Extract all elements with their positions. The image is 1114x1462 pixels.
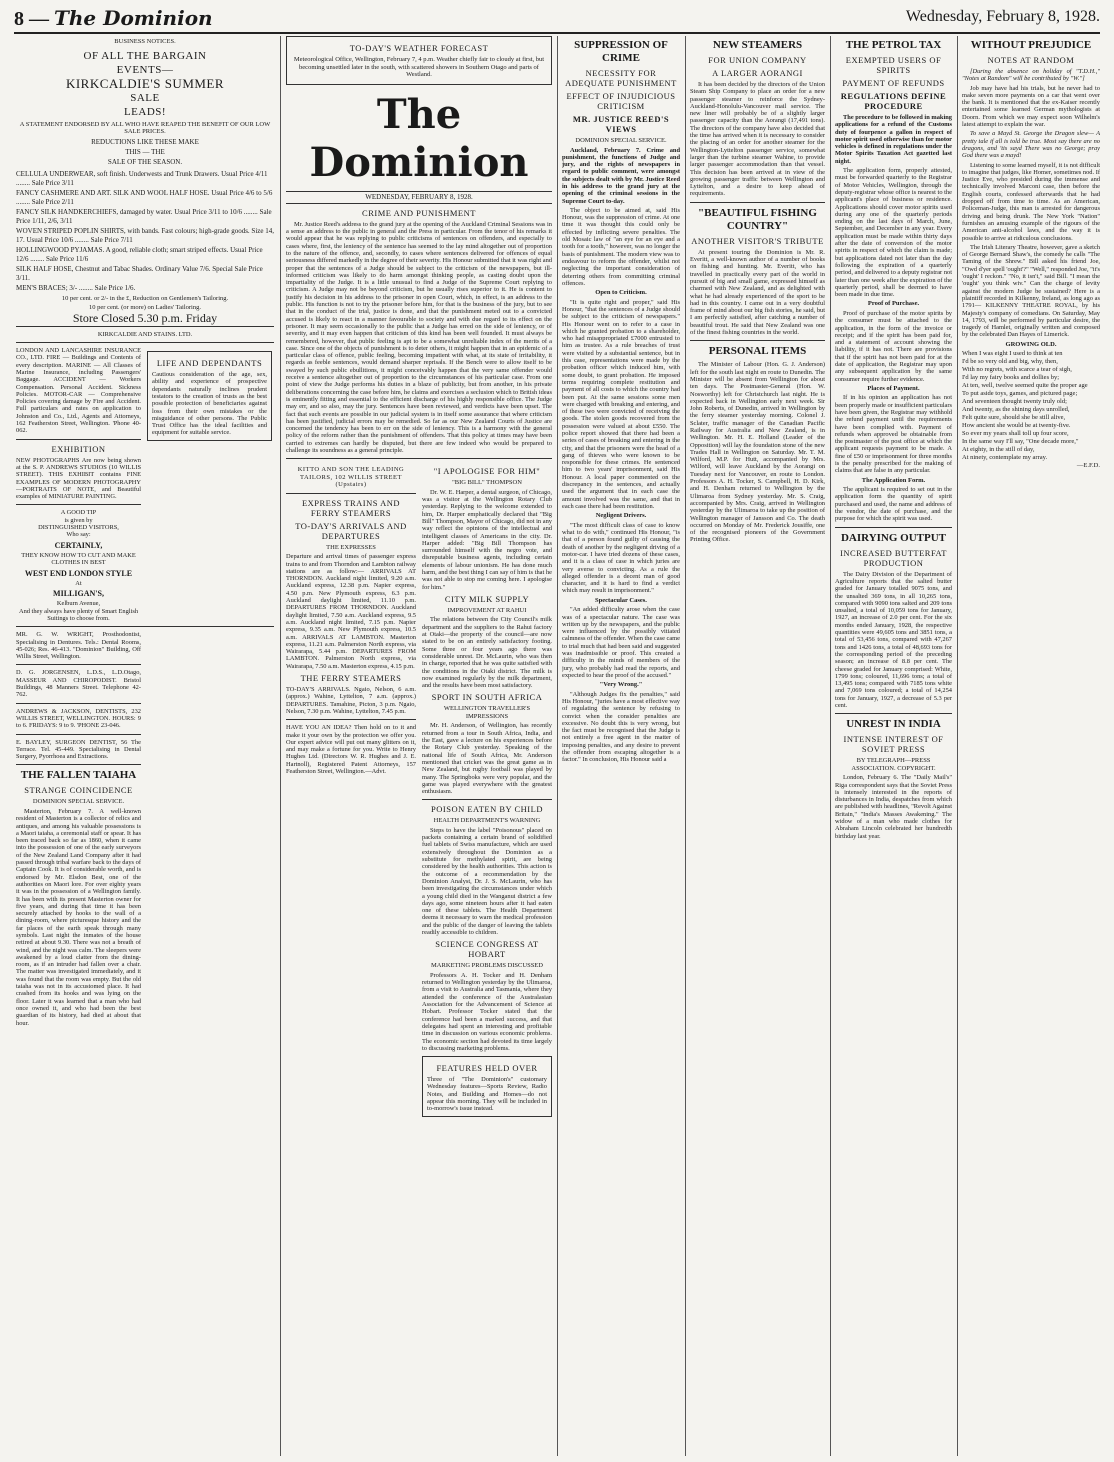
article-body: "It is quite right and proper," said His Honour, "that the sentences of a Judge should be subject to the criticism of newspapers." His Honour went on to refer to a case in which he granted probation to a shareholder, who had misappropriated £7000 entrusted to him as trustee. As a rule breaches of trust were visited by a substantial sentence, but in this case, representations were made by the probation officer which induced him, with some doubt, to grant probation. He imposed terms requiring complete restitution and payment of all costs to which the country had been put. At the same sessions some men were charged with breaking and entering, and of these two were convicted of receiving the goods. The stolen goods recovered from the possession were valued at about £550. The police report showed that there had been a series of cases of breaking and entering in the city, and that the prisoners were the head of a gang of thieves who were known to be responsible for these crimes. He sentenced him to two years' imprisonment, said His Honour. A local paper commented on the discrepancy in the sentences, and actually used the argument that in each case the amount involved was the same, and that in each case there had been restitution. [562, 298, 680, 510]
ad-line: THEY KNOW HOW TO CUT AND MAKE CLOTHES IN BEST [21, 551, 136, 567]
poem [962, 350, 1100, 470]
divider [16, 664, 141, 665]
subhead: Open to Criticism. [595, 289, 647, 297]
poem-line: With no regrets, with scarce a tear of sigh, [962, 366, 1072, 374]
article-body: The object to be aimed at, said His Honour, was the suppression of crime. At one time it was thought this could only be effected by inflicting severe penalties. The old Mosaic law of "an eye for an eye and a tooth for a tooth," however, was no longer the basis of punishment. The modern view was to endeavour to reform the offender, whilst not neglecting the important consideration of deterring others from committing criminal offences. [562, 206, 680, 287]
dentist-ad: MR. G. W. WRIGHT, Prosthodontist, Specialising in Dentures. Tels.: Dental Rooms, 45-026; Res. 46-413. "Dominion" Building, Off Willis Street, Wellington. [16, 631, 141, 661]
column-rule [557, 36, 558, 1456]
india-body: London, February 6. The "Daily Mail's" Riga correspondent says that the Soviet Press is intensely interested in the reports of disturbances in India, despatches from which are published with headlines, "Revolt Against Britain," "India's Masses Awakening." The widow of a man who made clothes for Abraham Lincoln celebrated her hundredth birthday last year. [835, 774, 952, 840]
article-subtitle: NECESSITY FOR ADEQUATE PUNISHMENT [565, 68, 677, 88]
article-body: The applicant is required to set out in the application form the quantity of spirit purchased and used, the name and address of the vendor, the date of purchase, and the purpose for which the spirit was used. [835, 486, 952, 523]
divider [422, 799, 552, 800]
sport-body: Mr. H. Anderson, of Wellington, has recently returned from a tour in South Africa, India, and the East, gave a lecture on his experiences before the Rotary Club yesterday. Speaking of the national life of South Africa, Mr. Anderson mentioned that cricket was the great game as in New Zealand, but rugby football was played by many. The Springboks were very popular, and the game was played everywhere with the greatest enthusiasm. [422, 722, 552, 796]
features-box [422, 1056, 552, 1116]
poem-line: I'd be so very old and big, why, then, [962, 358, 1058, 366]
issue-date: Wednesday, February 8, 1928. [905, 8, 1100, 25]
ad-line: is given by [64, 516, 93, 524]
features-text: Three of "The Dominion's" customary Wednesday features—Sports Review, Radio Notes, and Building and Homes—do not appear this morning. They will be included in to-morrow's issue instead. [427, 1076, 547, 1113]
poem-line: When I was eight I used to think at ten [962, 350, 1063, 358]
article-title: NEW STEAMERS [712, 39, 803, 51]
india-service: BY TELEGRAPH—PRESS ASSOCIATION. COPYRIGHT. [851, 757, 936, 772]
divider [286, 719, 416, 720]
column-new-steamers [690, 36, 825, 1456]
lower-left [286, 463, 416, 1120]
ad-left [16, 347, 141, 622]
india-subtitle: INTENSE INTEREST OF SOVIET PRESS [843, 734, 944, 755]
india-title: UNREST IN INDIA [846, 718, 941, 731]
poem-line: Felt quite sure, should she be still alive, [962, 414, 1066, 422]
store-hours: Store Closed 5.30 p.m. Friday [72, 310, 218, 325]
ad-line: Who say: [66, 531, 91, 539]
poem-title: GROWING OLD. [1005, 340, 1057, 348]
divider [16, 326, 274, 327]
personal-title: PERSONAL ITEMS [708, 345, 807, 358]
article-subtitle: NOTES AT RANDOM [987, 55, 1075, 65]
weather-text: Meteorological Office, Wellington, February 7, 4 p.m. Weather chiefly fair to cloudy at first, but becoming unsettled later in the south, with scattered showers in Southern Otago and parts of Westland. [293, 56, 545, 78]
ad-line: At [75, 579, 82, 587]
apologise-subtitle: "BIG BILL" THOMPSON [452, 479, 522, 487]
ad-line: Kelburn Avenue, [56, 600, 101, 608]
article-body: "Although Judges fix the penalties," said His Honour, "juries have a most effective way of regulating the sentence by refusing to convict when the consider penalties are excessive. No doubt this is very wrong, but the fact must be recognised that the Judge is not entirely a free agent in the matter of imposing penalties, and any desire to prevent the offender from escaping altogether is a factor." In conclusion, His Honour said a [562, 690, 680, 764]
weather-title: TO-DAY'S WEATHER FORECAST [349, 43, 489, 53]
divider [16, 504, 141, 505]
article-subtitle: EFFECT OF INJUDICIOUS CRITICISM [566, 91, 676, 111]
milk-body: The relations between the City Council's milk department and the suppliers to the Rahui factory at Otaki—the property of the council—are now stated to be on an entirely satisfactory footing. Some three or four years ago there was considerable unrest. Dr. McLaurin, who was then in charge, reported that he was quite satisfied with the conditions in the Otaki district. The milk is now examined regularly by the milk department, and the results have been most satisfactory. [422, 616, 552, 690]
ad-reduction: REDUCTIONS LIKE THESE MAKE [91, 137, 199, 146]
article-body: "An added difficulty arose when the case was of a spectacular nature. The case was written up by the newspapers, and the public were influenced by the possibly vitiated calmness of the offender. When the case came to trial much that had been said and suggested was inadmissible or proof. This created a difficulty in the minds of members of the jury, who probably had read the reports, and expected to hear the proof of the accused." [562, 606, 680, 679]
paper-name: The Dominion [309, 90, 529, 186]
divider [16, 703, 141, 704]
poison-subtitle: HEALTH DEPARTMENT'S WARNING [433, 817, 541, 825]
sale-item: CELLULA UNDERWEAR, soft finish. Underwests and Trunk Drawers. Usual Price 4/11 ........ Sale Price 3/11 [16, 169, 268, 187]
sport-title: SPORT IN SOUTH AFRICA [431, 692, 543, 703]
life-text: Cautious consideration of the age, sex, ability and experience of prospective dependants naturally inclines prudent testators to the creation of trusts as the best possible protection of beneficiaries against loss from their own mistakes or the misguidance of other persons. The Public Trust Office has the ideal facilities and equipment for suitable service. [152, 371, 267, 437]
column-suppression-of-crime [562, 36, 680, 1456]
ad-line: OF ALL THE BARGAIN [83, 49, 207, 62]
fishing-body: At present touring the Dominion is Mr. R. Everitt, a well-known author of a number of books on fishing and hunting. Mr. Everitt, who has travelled in practically every part of the world in pursuit of big and small game, expressed himself as charmed with New Zealand, and as delighted with what he had already experienced of the sport to be had in this country. I came out in a very doubtful frame of mind about our big fish stories, he said, but I am perfectly satisfied, after catching a number of beautiful trout. He said that New Zealand was one of the finest fishing countries in the world. [690, 248, 825, 337]
dairy-title: DAIRYING OUTPUT [840, 531, 947, 544]
kitto-ad: KITTO AND SON THE LEADING TAILORS, 102 WILLIS STREET (Upstairs) [297, 466, 405, 489]
article-body: Job may have had his trials, but he never had to make seven more payments on a car that went over the bank. It is mentioned that the ex-Kaiser recently entertained some learned German mythologists at Doorn. From which we may expect soon Wilhelm's latest attempt to explain the war. [962, 84, 1100, 129]
dentist-ad: D. G. JORGENSEN, L.D.S., L.D.Otago, MASSEUR AND CHIROPODIST. Bristol Buildings, 48 Manners Street. Telephone 42-762. [16, 669, 141, 699]
poem-line: At ten, well, twelve seemed quite the proper age [962, 382, 1088, 390]
exhibition-ad: NEW PHOTOGRAPHS Are now being shown at the S. P. ANDREWS STUDIOS (10 WILLIS STREET). THIS EXHIBIT contains FINE EXAMPLES OF MODERN PHOTOGRAPHY—PORTRAITS OF NOTE, and Beautiful examples of MINIATURE PAINTING. [16, 456, 141, 501]
leader-body: Mr. Justice Reed's address to the grand jury at the opening of the Auckland Criminal Sessions was in a sense an address to the public in general and the Press in particular. From the tenor of his remarks it would appear that he was replying to public criticisms of sentences on offenders, and especially to cases where, first, the leniency of the sentence has seemed to the lay mind altogether out of proportion to the nature of the offence, and, secondly, to cases where sentences delivered for offences of equal seriousness differed markedly in the degree of their severity. His Honour submitted that it was right and proper that the sentences of a Judge should be subject to the criticism of the newspapers, but ill-informed criticism was likely to do harm amongst thinking people, as casting doubt upon the impartiality of the Judge. It is a little unusual to find a Judge of the Supreme Court replying to criticism. A Judge may not be beyond criticism, but he usually rises superior to it. He is content to justify his decision in his address to the prisoner in open Court, which, in effect, is an address to the public. His function is not to try the prisoner before him, for that is the business of the jury, but to see that in the conduct of the trial, justice is done, and that the punishment meted out to a convicted accused is likely to react in a manner favourable to society and with due regard to its effect on the prisoner. It may seem occasionally to the public that a Judge has erred on the side of leniency, or of severity, and it may even happen that criticism of this kind has been well founded. It must always be remembered, however, that public feeling is apt to be a somewhat unreliable index of the merits of a case. Since one of the objects of punishment is to deter others, it might happen that in an epidemic of a particular class of offence, public feeling, becoming impatient with what, at its state of irritability, it regards as feeble sentences, would demand sharper reprisals. If the Bench were to allow itself to be swayed by such public ebullitions, it might conceivably happen that the very same offender would receive a sentence altogether out of proportion to the circumstances of his particular case. From one point of view the Judge performs his duties in a blaze of publicity, but from another, in his private deliberations concerning the case before him, he claims and exercises a seclusion which to British ideas is eminently fitting and essential to the efficient discharge of his highly responsible office. The Judge may err, and so also, may the jury. Sentences have been reviewed, and verdicts have been upset. The fact that such events are possible in our judicial system is in itself some assurance that where criticism has been justified, judicial errors may be remedied. So far as our New Zealand Courts of Justice are concerned the tendency has been to err on the side of leniency. This is a harmony with the general policy of the reform rather than the punishment of offenders. That this policy at times may have been carried to extremes can hardly be disputed, but there are few indeed who would be prepared to challenge its soundness as a general principle. [286, 220, 552, 454]
divider [16, 342, 274, 343]
article-title: SUPPRESSION OF CRIME [574, 39, 668, 64]
poem-line: I'd lay my fairy books and dollies by; [962, 374, 1060, 382]
divider [16, 439, 141, 440]
divider [286, 493, 416, 494]
subhead: "Very Wrong." [599, 681, 643, 689]
article-body: The application form, properly attested, must be forwarded quarterly to the Registrar of Motor Vehicles, Wellington, through the deputy-registrar whose office is nearest to the applicant's place of business or residence. Applications should cover motor spirits used during any one of the quarterly periods ending on the last days of March, June, September, and December in any year. Every application must be made within thirty days after the date of conversion of the motor spirits in respect of which the claim is made; but applications dated not later than the day following the expiration of a quarterly period, and delivered to a deputy registrar not later than one week after the expiration of the quarterly period, shall be deemed to have been made in due time. [835, 167, 952, 299]
poem-line: And twenty, as the shining days unrolled, [962, 406, 1070, 414]
divider [835, 713, 952, 714]
article-body: Listening to some learned myself, it is not difficult to imagine that judges, like Homer, sometimes nod. If Justice Eve, who presided during the immense and technically involved Marconi case, then before the English courts, confessed afterwards that he had dropped off from time to time. As an American, Policeman-Judge, this man is arrested for dangerous driving and being drunk. The New York "Nation" furnishes an amusing example of the rigours of the American anti-alcohol laws, and the way it is possible to arrive at ridiculous conclusions. [962, 161, 1100, 242]
lower-articles [286, 463, 552, 1120]
exhibition-title: EXHIBITION [51, 443, 106, 454]
ferry-text: TO-DAY'S ARRIVALS. Ngaio, Nelson, 6 a.m. (approx.) Wahine, Lyttelton, 7 a.m. (approx.) DEPARTURES. Tamahine, Picton, 3 p.m. Ngaio, Nelson, 7.30 p.m. Wahine, Lyttelton, 7.45 p.m. [286, 686, 416, 715]
dairy-subtitle: INCREASED BUTTERFAT PRODUCTION [840, 547, 947, 568]
column-rule [957, 36, 958, 1456]
firm-name: KIRKCALDIE AND STAINS. LTD. [97, 330, 193, 338]
divider [835, 527, 952, 528]
column-petrol-tax [835, 36, 952, 1456]
article-body: If in his opinion an application has not been properly made or insufficient particulars have been given, the Registrar may withhold the refund payment until the requirements have been complied with. Payment of refunds when approved be obtainable from the postmaster of the post office at which the applicant requests payment to be made. A fine of £50 or imprisonment for three months is the penalty prescribed for the making of claims that are false in any particular. [835, 394, 952, 475]
page-number: 8 — The Dominion [14, 6, 213, 30]
kirkcaldie-ad [16, 49, 274, 167]
ad-right [147, 347, 272, 622]
poem-line: So ever my years shall toll up four score, [962, 430, 1069, 438]
science-subtitle: MARKETING PROBLEMS DISCUSSED [431, 962, 543, 970]
article-subtitle: EXEMPTED USERS OF SPIRITS [845, 55, 942, 75]
subhead: Proof of Purchase. [867, 300, 920, 308]
milk-subtitle: IMPROVEMENT AT RAHUI [447, 606, 527, 614]
column-rule [280, 36, 281, 1456]
divider [16, 734, 141, 735]
article-title: WITHOUT PREJUDICE [970, 39, 1092, 51]
fishing-subtitle: ANOTHER VISITOR'S TRIBUTE [691, 235, 824, 246]
masthead [14, 6, 1100, 34]
arrivals-title: TO-DAY'S ARRIVALS AND DEPARTURES [295, 520, 407, 541]
patent-ad: HAVE YOU AN IDEA? Then hold on to it and make it your own by the protection we offer you. Our expert advice will put out many glitters on it, and may make a fortune for you. Write to Henry Hughes Ltd. (Directors W. R. Hughes and J. E. Hartnoll), Registered Patent Attorneys, 157 Featherston Street, Wellington.—Advt. [286, 724, 416, 776]
poem-signature: —E.F.D. [1076, 462, 1100, 470]
poison-title: POISON EATEN BY CHILD [431, 804, 543, 815]
poem-line: To put aside toys, games, and pictured page; [962, 390, 1078, 398]
column-editorial [286, 36, 552, 1456]
ad-line: SALE [130, 91, 160, 104]
divider [690, 202, 825, 203]
ad-line: CERTAINLY, [54, 540, 103, 550]
column-without-prejudice [962, 36, 1100, 1456]
milligans-ad [16, 509, 141, 622]
ferry-title: THE FERRY STEAMERS [300, 673, 402, 684]
ad-line: WEST END LONDON STYLE [24, 568, 133, 578]
article-subtitle: STRANGE COINCIDENCE [24, 785, 133, 796]
article-title: THE PETROL TAX [845, 39, 942, 51]
editorial-date: WEDNESDAY, FEBRUARY 8, 1928. [286, 191, 552, 204]
ad-reduction: SALE OF THE SEASON. [107, 157, 183, 166]
article-summary: The procedure to be followed in making applications for a refund of the Customs duty of fourpence a gallon in respect of motor spirit used otherwise than for motor vehicles is defined in regulations under the Motor Spirits Taxation Act gazetted last night. [835, 114, 952, 165]
life-title: LIFE AND DEPENDANTS [156, 358, 263, 369]
divider [286, 458, 552, 459]
ad-line: And they always have plenty of Smart English Suitings to choose from. [18, 607, 139, 622]
fishing-title: "BEAUTIFUL FISHING COUNTRY" [698, 206, 817, 232]
divider [16, 764, 141, 765]
divider [16, 626, 274, 627]
column-rule [830, 36, 831, 1456]
article-subtitle: MR. JUSTICE REED'S VIEWS [572, 114, 670, 134]
column-business-notices [16, 36, 274, 1456]
discount: 10 per cent. or 2/- in the £, Reduction on Gentlemen's Tailoring. [61, 294, 229, 302]
article-intro: [During the absence on holiday of "T.D.H.," "Notes at Random" will be contributed by "W."] [962, 68, 1100, 83]
article-body: "The most difficult class of case to know what to do with," continued His Honour, "is that of a person found guilty of causing the death of another by the negligent driving of a motor-car. I have tried dozens of these cases, and it is a class of case in which juries are very averse to convicting. As a rule the alleged offender is a decent man of good character, and it is hard to find a verdict which may result in imprisonment." [562, 521, 680, 595]
ad-line: MILLIGAN'S, [53, 589, 104, 599]
apologise-body: Dr. W. E. Harper, a dental surgeon, of Chicago, was a visitor at the Wellington Rotary Club yesterday. Replying to the welcome extended to him, Dr. Harper emphatically declared that "Big Bill" Thompson, Mayor of Chicago, did not in any way reflect the opinions of the intellectual and intelligent classes of Americans in the city. Dr. Harper added: "Big Bill Thompson has surrounded himself with the negro vote, and disreputable business agents, including certain elements of labour unionism. He has done much harm, and the best thing I can say of him is that he was not able to stop me coming here. I apologise for him." [422, 488, 552, 591]
leader-title: CRIME AND PUNISHMENT [362, 207, 476, 218]
apologise-title: "I APOLOGISE FOR HIM" [433, 466, 541, 477]
sale-item: FANCY SILK HANDKERCHIEFS, damaged by water. Usual Price 3/11 to 10/6 ........ Sale Price 1/11, 2/6, 3/11 [16, 207, 272, 225]
article-service: DOMINION SPECIAL SERVICE. [32, 798, 125, 806]
subhead: Spectacular Cases. [595, 596, 647, 604]
features-title: FEATURES HELD OVER [436, 1063, 538, 1074]
sale-item: WOVEN STRIPED POPLIN SHIRTS, with bands. Fast colours; high-grade goods. Size 14, 17. Usual Price 10/6 ........ Sale Price 7/11 [16, 226, 274, 244]
article-body: Proof of purchase of the motor spirits by the consumer must be attached to the application, in the form of the invoice or receipt; and if the spirit has been paid for, and a statement of account showing the liability, if it has not. There are provisions that if the spirit has not been paid for at the date of application, the Registrar may upon any subsequent application by the same consumer require further evidence. [835, 309, 952, 383]
article-service: DOMINION SPECIAL SERVICE. [575, 137, 667, 144]
column-rule [685, 36, 686, 1456]
milk-title: CITY MILK SUPPLY [444, 593, 530, 604]
poem-line: At ninety, contemplate my array. [962, 454, 1048, 462]
life-box [147, 351, 272, 441]
subhead: The Application Form. [861, 476, 926, 484]
divider [690, 340, 825, 341]
article-subtitle: PAYMENT OF REFUNDS [842, 78, 945, 88]
ad-line: LEADS! [123, 105, 167, 118]
science-body: Professors A. H. Tocker and H. Denham returned to Wellington yesterday by the Ulimaroa, from a visit to Australia and Tasmania, where they attended the conference of the Australasian Association for the Advancement of Science at Hobart. Professor Tocker stated that the conference had been a marked success, and that delegates had spent an interesting and profitable time in discussion on various economic problems. The economic section had devoted its time largely to discussing marketing problems. [422, 971, 552, 1052]
expresses-title: THE EXPRESSES [326, 543, 376, 551]
insurance-ad: LONDON AND LANCASHIRE INSURANCE CO., LTD. FIRE — Buildings and Contents of every description. MARINE — All Classes of Marine Insurance, including Passengers' Baggage. ACCIDENT — Workers Compensation. Personal Accident. Sickness Policies. MOTOR-CAR — Comprehensive Policies covering damage by Fire and Accident. Full particulars and rates on application to Johnston and Co., Ltd., Agents and Attorneys, 162 Featherston Street, Wellington. 'Phone 40-062. [16, 347, 141, 435]
express-title: EXPRESS TRAINS AND FERRY STEAMERS [301, 497, 401, 518]
article-subtitle: FOR UNION COMPANY [708, 55, 807, 65]
subhead: Negligent Drivers. [595, 512, 647, 520]
sale-item: FANCY CASHMERE AND ART. SILK AND WOOL HALF HOSE. Usual Price 4/6 to 5/6 ........ Sale Price 2/11 [16, 188, 273, 206]
sale-item: SILK HALF HOSE, Chestnut and Tabac Shades. Ordinary Value 7/6. Special Sale Price 3/11. [16, 264, 263, 282]
poem-line: In the same way I'll say, "One decade more," [962, 438, 1079, 446]
ad-line: EVENTS— [116, 63, 174, 76]
section-label: BUSINESS NOTICES. [114, 38, 176, 45]
poem-line: How ancient she would be at twenty-five. [962, 422, 1071, 430]
poem-line: At eighty, in the still of day, [962, 446, 1035, 454]
article-subtitle: A LARGER AORANGI [712, 68, 803, 78]
taiaha-article [16, 769, 141, 1026]
personal-body: The Minister of Labour (Hon. G. J. Anderson) left for the south last night en route to Dunedin. The Minister will be absent from Wellington for about ten days. The Postmaster-General (Hon. W. Nosworthy) left for Christchurch last night. He is expected back in Wellington early next week. Sir John Roberts, of Dunedin, arrived in Wellington by the ferry steamer yesterday morning. Colonel J. Sclater, traffic manager of the Canadian Pacific Railway for Australia and New Zealand, is in Wellington. Mr. H. E. Holland (Leader of the Opposition) will lay the foundation stone of the new Trades Hall in Wellington on Saturday. Mr. T. M. Wilford, M.P. for Hutt, accompanied by Mrs. Wilford, will leave Auckland by the Aorangi on Tuesday next for Vancouver, en route to London. Professors A. H. Tocker, S. Campbell, H. D. Kirk, and H. Denham returned to Wellington by the Ulimaroa from Sydney yesterday. Mr. S. Craig, accompanied by Mrs. Craig, arrived in Wellington yesterday by the Ulimaroa to take up the position of Wellington manager of Jansson and Co. The death occurred on Monday of Mr. Frederick Jousiffe, one of the recognised pioneers of the Government Printing Office. [690, 361, 825, 544]
dairy-body: The Dairy Division of the Department of Agriculture reports that the salted butter graded for January totalled 9075 tons, and the unsalted 369 tons, in all 10,265 tons, compared with 9090 tons salted and 209 tons unsalted, a total of 10,059 tons for January, 1927, an increase of 2.0 per cent. For the six months ended January, 1928, the respective quantities were 49,605 tons and 3851 tons, a total of 53,456 tons, compared with 47,267 tons and 1426 tons, a total of 48,693 tons for the corresponding period of the preceding season; an increase of 8.8 per cent. The cheese graded for January comprised: White, 1799 tons; coloured, 11,696 tons; a total of 13,495 tons; compared with 7185 tons white and 7,069 tons coloured; a total of 14,254 tons for January, 1927, a decrease of 5.3 per cent. [835, 570, 952, 709]
poem-line: And seventeen thought twenty truly old; [962, 398, 1067, 406]
ad-line: KIRKCALDIE'S SUMMER [65, 75, 225, 91]
poison-body: Steps to have the label "Poisonous" placed on packets containing a certain brand of solidified fuel tablets of Swiss manufacture, which are used extensively throughout the Dominion as a substitute for methylated spirit, are being considered by the health authorities. This action is the outcome of a recommendation by the Dominion Analyst, Dr. J. S. McLaurin, who has been investigating the circumstances under which a young child died in the Wanganui district a few days ago, some nineteen hours after it had eaten one of these tablets. The Health Department deems it necessary to warn the medical profession and the public of the danger of leaving the tablets readily accessible to children. [422, 826, 552, 937]
ad-note: A STATEMENT ENDORSED BY ALL WHO HAVE REAPED THE BENEFIT OF OUR LOW SALE PRICES. [19, 120, 271, 135]
expresses-text: Departure and arrival times of passenger express trains to and from Thorndon and Lambton railway stations are as follow:— ARRIVALS AT THORNDON. Auckland night limited, 9.20 a.m. Auckland express, 12.38 p.m. Napier express, 4.50 p.m. New Plymouth express, 6.3 p.m. Auckland daylight limited, 11.10 p.m. DEPARTURES FROM THORNDON. Auckland daylight limited, 7.50 a.m. Auckland express, 9.5 a.m. Auckland night limited, 7.15 p.m. Napier express, 9.35 a.m. New Plymouth express, 10.5 a.m. ARRIVALS AT LAMBTON. Masterton express, 11.21 a.m. Palmerston North express, via Wairarapa, 5.44 p.m. DEPARTURES FROM LAMBTON. Palmerston North express, via Wairarapa, 7.50 a.m. Masterton express, 4.15 p.m. [286, 553, 416, 670]
sale-item: MEN'S BRACES; 3/- ........ Sale Price 1/6. [16, 283, 136, 292]
article-body: The Irish Literary Theatre, however, gave a sketch of George Bernard Shaw's, the comedy he calls "The Taming of the Shrew." Bill asked his friend Joe, "Owd d'yer spell 'ought'?" "Well," responded Joe, "it's 'ought' I reckon." "No, it isn't," said Bill. "I mean the 'ought' you think wiv." Can the charge of levity against the modern Judge be sustained? Here is a plaintiff recorded in Kilkenny, Ireland, as long ago as 1791— KILKENNY THEATRE ROYAL, by his Majesty's company of comedians. On Saturday, May 14, 1793, will be performed by particular desire, the tragedy of Hamlet, originally written and composed by the celebrated Dan Hayes of Limerick. [962, 243, 1100, 339]
article-title: THE FALLEN TAIAHA [20, 769, 137, 782]
article-subtitle: REGULATIONS DEFINE PROCEDURE [840, 91, 947, 111]
sport-subtitle: WELLINGTON TRAVELLER'S IMPRESSIONS [443, 705, 531, 720]
dentist-ad: E. BAYLEY, SURGEON DENTIST, 56 The Terrace. Tel. 45-449. Specialising in Dental Surgery, Pyorrhoea and Extractions. [16, 738, 141, 761]
article-summary: Auckland, February 7. Crime and punishment, the functions of Judge and jury, and the rights of newspapers in regard to public comment, were amongst the subjects dealt with by Mr. Justice Reed in his address to the grand jury at the opening of the criminal sessions in the Supreme Court to-day. [562, 146, 680, 205]
ad-reduction: THIS — THE [125, 147, 165, 156]
lower-right [422, 463, 552, 1120]
article-body: It has been decided by the directors of the Union Steam Ship Company to place an order for a new passenger steamer to reinforce the Sydney-Auckland-Honolulu-Vancouver mail service. The new liner will probably be of a slightly larger passenger capacity than the Aorangi (17,491 tons). The directors of the company have also decided that the time has arrived when it is necessary to consider the placing of an order for another steamer for the Wellington-Lyttelton passenger service, somewhat larger than the turbine steamer Wahine, to provide larger passenger accommodation than that vessel. This decision has been arrived at in view of the growing passenger traffic between Wellington and Lyttelton, and a desire to keep ahead of requirements. [690, 81, 825, 198]
article-body: Masterton, February 7. A well-known resident of Masterton is a collector of relics and antiques, and among his valuable possessions is a Maori taiaha, a ceremonial staff or spear. It has been traced back so far as 1860, when it came into the possession of one of the early surveyors of the New Zealand Land Company after it had passed through tribal warfare back to the days of Captain Cook. It is of considerable worth, and is endorsed by Mr. Elsdon Best, one of the authorities on Maori lore. For over eighty years it was in the possession of a Wellington family. It has been with its present Masterton owner for five years, and during that time it has been securely attached by hooks to the wall of a dining-room, where picturesque history and the far places of the earth speak through many symbols. Last night the inmates of the house retired at about 9.30. There was not a breath of wind, and the night was calm. The sleepers were awakened by a loud clatter from the dining-room, as if an intruder had fallen over a chair. The matter was investigated immediately, and it was found that the room was empty. But the old taiaha was not in its accustomed place. It had crashed from its hooks and was lying on the floor. Later it was learned that a man who had once owned it, and who had been the best guardian of its history, had died at about that hour. [16, 807, 141, 1027]
subhead: Places of Payment. [867, 384, 920, 392]
sale-items [16, 170, 274, 293]
ad-row [16, 347, 274, 622]
science-title: SCIENCE CONGRESS AT HOBART [435, 939, 539, 960]
article-verse: To save a Mayd St. George the Dragon slew— A pretty tale if all is told be true. Most say there are no dragons, and 'tis sayd There was no George; pray God there was a mayd! [962, 130, 1100, 160]
ad-line: DISTINGUISHED VISITORS, [38, 524, 119, 532]
weather-box [286, 36, 552, 85]
dentist-ad: ANDREWS & JACKSON, DENTISTS, 232 WILLIS STREET, WELLINGTON. HOURS: 9 to 6. FRIDAYS: 9 to 9. 'PHONE 23-046. [16, 707, 141, 730]
discount: 10 per cent. (or more) on Ladies' Tailoring. [89, 304, 201, 311]
sale-item: HOLLINGWOOD PYJAMAS. A good, reliable cloth; smart striped effects. Usual Price 12/6 ........ Sale Price 11/6 [16, 245, 263, 263]
ad-line: A GOOD TIP [60, 509, 97, 517]
